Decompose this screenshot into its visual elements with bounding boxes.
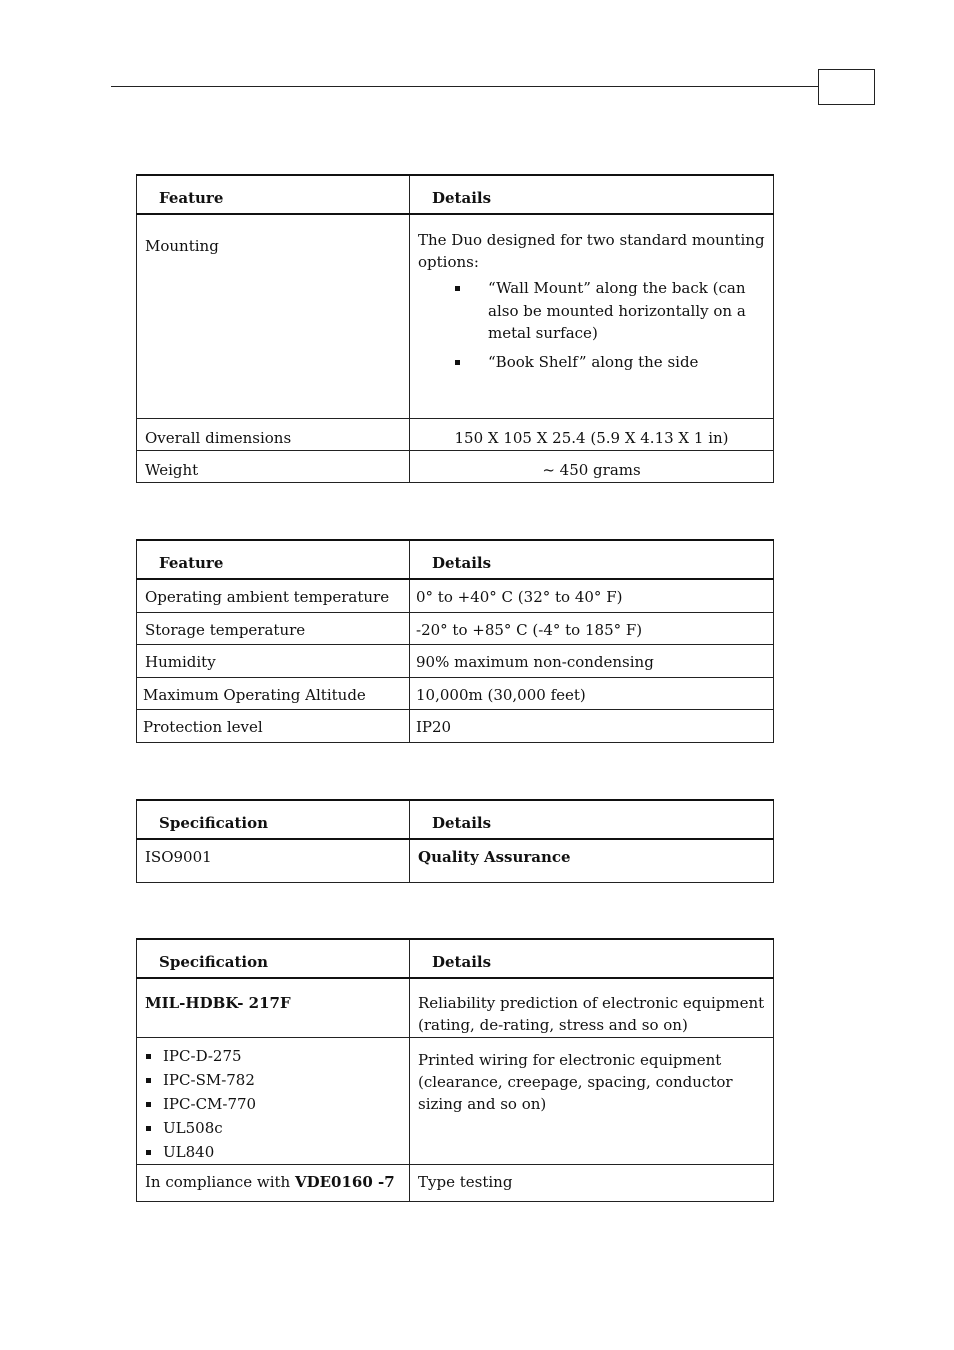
list-item: UL840 [145, 1140, 401, 1164]
list-item: “Wall Mount” along the back (can also be mounted horizontally on a metal surface) [418, 277, 765, 345]
vde-spec: In compliance with VDE0160 -7 [145, 1172, 395, 1191]
mounting-intro: The Duo designed for two standard mounting options: [418, 231, 765, 271]
header-specification: Specification [159, 814, 268, 832]
header-details: Details [432, 814, 492, 832]
table-row [137, 1164, 774, 1201]
list-item: IPC-D-275 [145, 1044, 401, 1068]
env-label: Humidity [145, 652, 216, 671]
milhdbk-details: Reliability prediction of electronic equipment (rating, de-rating, stress and so on) [418, 994, 765, 1034]
quality-details: Quality Assurance [418, 848, 571, 866]
table-row [137, 677, 774, 709]
header-details: Details [432, 189, 492, 207]
env-label: Maximum Operating Altitude [143, 685, 366, 704]
standards-specs-table [136, 938, 774, 1202]
list-item: “Book Shelf” along the side [418, 351, 765, 374]
env-label: Operating ambient temperature [145, 588, 390, 606]
env-value: 0° to +40° C (32° to 40° F) [416, 588, 623, 606]
table-row [137, 450, 774, 482]
list-item: IPC-SM-782 [145, 1068, 401, 1092]
table-row [137, 612, 774, 644]
environmental-specs-table [136, 539, 774, 743]
mounting-label: Mounting [145, 237, 219, 255]
header-specification: Specification [159, 953, 268, 971]
quality-spec: ISO9001 [145, 848, 212, 866]
dimensions-value: 150 X 105 X 25.4 (5.9 X 4.13 X 1 in) [454, 428, 729, 447]
weight-label: Weight [145, 460, 199, 479]
header-feature: Feature [159, 189, 224, 207]
table-header-row [137, 800, 774, 839]
ipc-details: Printed wiring for electronic equipment (clearance, creepage, spacing, conductor sizing and so on) [418, 1050, 733, 1113]
mounting-options-list [418, 277, 765, 373]
table-row [137, 1037, 774, 1164]
table-row [137, 214, 774, 418]
milhdbk-spec: MIL-HDBK- 217F [145, 994, 291, 1012]
header-details: Details [432, 953, 492, 971]
weight-value: ~ 450 grams [542, 460, 641, 479]
list-item: UL508c [145, 1116, 401, 1140]
env-value: -20° to +85° C (-4° to 185° F) [416, 620, 643, 639]
page-number-box [818, 69, 875, 105]
table-row [137, 644, 774, 677]
header-details: Details [432, 554, 492, 572]
header-rule [111, 86, 819, 87]
env-value: 10,000m (30,000 feet) [416, 685, 586, 704]
ipc-standards-list [145, 1044, 401, 1164]
table-row [137, 839, 774, 882]
env-value: 90% maximum non-condensing [416, 652, 654, 671]
table-row [137, 978, 774, 1037]
list-item: IPC-CM-770 [145, 1092, 401, 1116]
vde-details: Type testing [418, 1172, 513, 1191]
dimensions-label: Overall dimensions [145, 428, 292, 447]
table-header-row [137, 175, 774, 214]
table-row [137, 709, 774, 742]
quality-specs-table [136, 799, 774, 883]
table-row [137, 579, 774, 612]
table-header-row [137, 540, 774, 579]
env-value: IP20 [416, 717, 452, 736]
physical-specs-table [136, 174, 774, 483]
header-feature: Feature [159, 554, 224, 572]
env-label: Protection level [143, 717, 263, 736]
env-label: Storage temperature [145, 620, 306, 639]
table-header-row [137, 939, 774, 978]
table-row [137, 418, 774, 450]
